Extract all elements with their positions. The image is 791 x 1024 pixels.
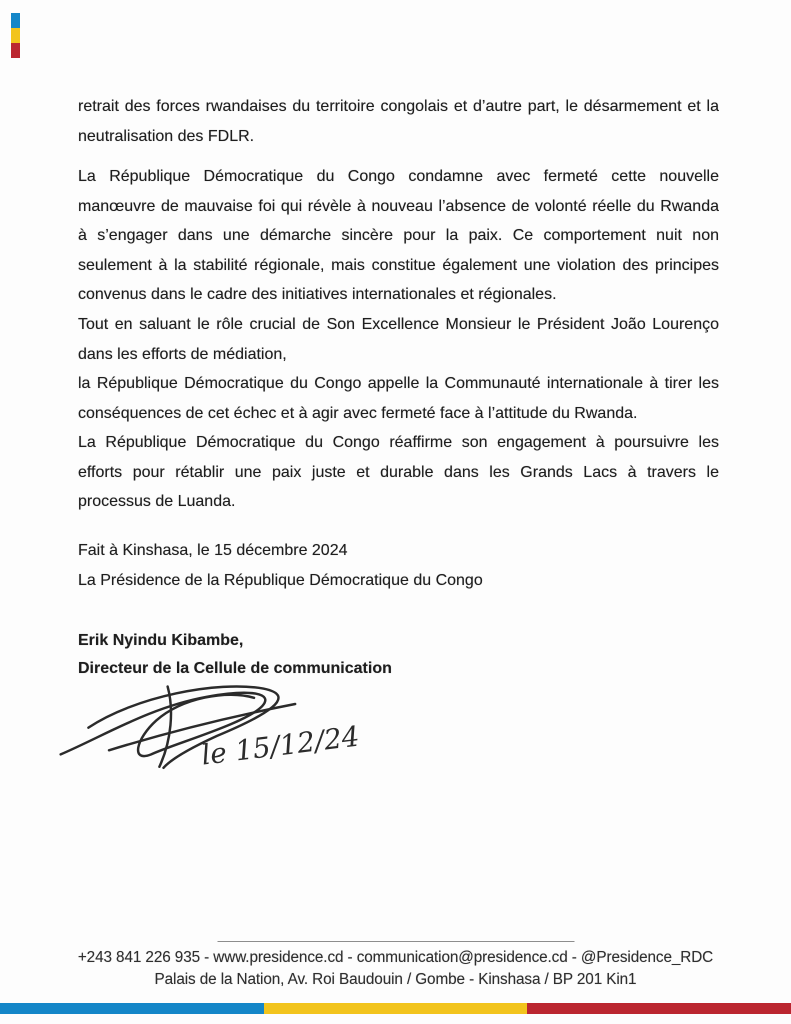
body-text-line: manœuvre de mauvaise foi qui révèle à nouveau l’absence de volonté réelle du Rwanda [78, 197, 719, 215]
flag-red-segment [11, 43, 20, 58]
flag-blue-segment [11, 13, 20, 28]
signatory-title: Directeur de la Cellule de communication [78, 659, 392, 677]
flag-bottom-stripe [0, 1003, 791, 1014]
flag-red-segment [527, 1003, 791, 1014]
body-text-line: conséquences de cet échec et à agir avec fermeté face à l’attitude du Rwanda. [78, 404, 638, 422]
body-text-line: efforts pour rétablir une paix juste et durable dans les Grands Lacs à travers le [78, 463, 719, 481]
handwritten-signature [52, 668, 382, 776]
footer-divider [217, 941, 574, 942]
flag-yellow-segment [264, 1003, 528, 1014]
paragraph-3 [78, 310, 719, 428]
body-text-line: Tout en saluant le rôle crucial de Son Excellence Monsieur le Président João Lourenço [78, 316, 719, 333]
place-line: La Présidence de la République Démocratique du Congo [78, 571, 483, 589]
footer-contact-line: +243 841 226 935 - www.presidence.cd - communication@presidence.cd - @Presidence_RDC [77, 949, 714, 966]
body-text-line: La République Démocratique du Congo condamne avec fermeté cette nouvelle [78, 168, 719, 185]
body-text-line: processus de Luanda. [78, 493, 236, 510]
flag-corner-mark [11, 13, 20, 58]
date-line: Fait à Kinshasa, le 15 décembre 2024 [78, 542, 348, 559]
body-text-line: à s’engager dans une démarche sincère pour la paix. Ce comportement nuit non [78, 227, 719, 244]
body-text-line: la République Démocratique du Congo appelle la Communauté internationale à tirer les [78, 375, 719, 392]
date-place-block [78, 536, 719, 595]
paragraph-4 [78, 428, 719, 517]
body-text-line: neutralisation des FDLR. [78, 127, 255, 145]
body-text-line: seulement à la stabilité régionale, mais constitue également une violation des principes [78, 256, 719, 274]
signatory-name: Erik Nyindu Kibambe, [78, 632, 244, 649]
paragraph-1 [78, 92, 719, 151]
body-text-line: retrait des forces rwandaises du territoire congolais et d’autre part, le désarmement et la [78, 98, 719, 115]
footer-address-line: Palais de la Nation, Av. Roi Baudouin / Gombe - Kinshasa / BP 201 Kin1 [154, 971, 637, 988]
flag-yellow-segment [11, 28, 20, 43]
body-text-line: dans les efforts de médiation, [78, 345, 287, 363]
signature-date-note: le 15/12/24 [199, 719, 362, 772]
paragraph-2 [78, 162, 719, 310]
body-text-line: convenus dans le cadre des initiatives internationales et régionales. [78, 286, 557, 303]
signature-stroke [159, 687, 171, 767]
body-text-line: La République Démocratique du Congo réaffirme son engagement à poursuivre les [78, 434, 719, 451]
flag-blue-segment [0, 1003, 264, 1014]
